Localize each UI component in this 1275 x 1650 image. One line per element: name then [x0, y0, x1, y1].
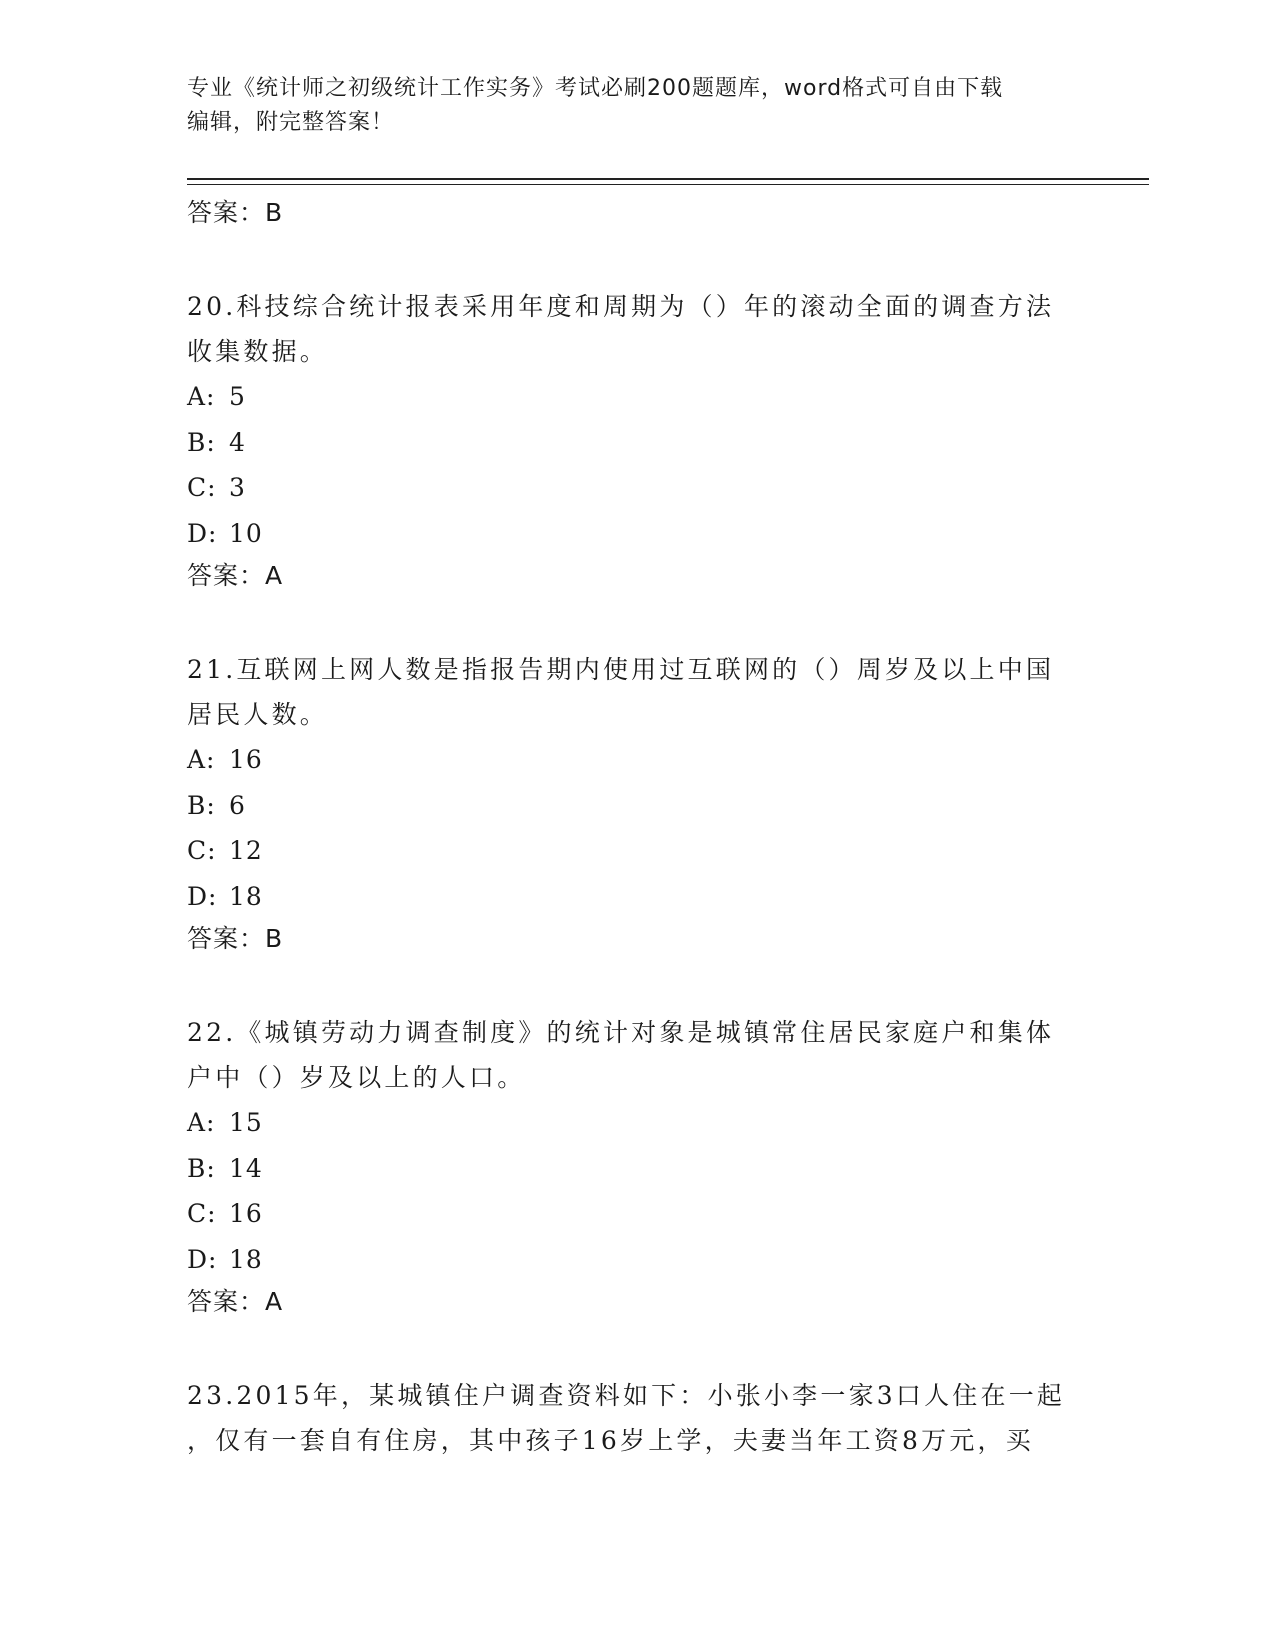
question-stem [187, 1373, 1087, 1463]
option-label: A: [187, 382, 216, 411]
option-label: D: [187, 881, 218, 911]
option-a [187, 737, 1087, 783]
option-value: 18 [229, 1244, 263, 1274]
option-value: 16 [229, 1199, 263, 1228]
option-label: D: [187, 1244, 218, 1274]
option-b [187, 1146, 1087, 1192]
question-item [187, 647, 1087, 956]
question-stem-line: 23.2015年，某城镇住户调查资料如下：小张小李一家3口人住在一起 [187, 1381, 1066, 1410]
option-c [187, 465, 1087, 511]
option-value: 18 [229, 881, 263, 911]
header-rule-thick [187, 178, 1149, 180]
option-value: 12 [229, 836, 263, 865]
option-label: B: [187, 790, 216, 820]
option-label: B: [187, 427, 216, 457]
question-stem [187, 647, 1087, 737]
answer-line: 答案：A [187, 1287, 284, 1316]
question-list [187, 190, 1087, 1463]
option-d [187, 511, 1087, 557]
option-b [187, 783, 1087, 829]
option-label: C: [187, 1199, 217, 1228]
option-label: D: [187, 518, 218, 548]
question-item [187, 284, 1087, 593]
option-d [187, 1237, 1087, 1283]
option-value: 5 [229, 382, 246, 411]
header-line-2: 编辑，附完整答案！ [187, 110, 395, 135]
question-stem-line: 22.《城镇劳动力调查制度》的统计对象是城镇常住居民家庭户和集体 [187, 1018, 1055, 1047]
option-value: 14 [229, 1153, 263, 1183]
answer-line: 答案：A [187, 561, 284, 590]
question-stem-line: 20.科技综合统计报表采用年度和周期为（）年的滚动全面的调查方法 [187, 292, 1055, 321]
question-item [187, 1010, 1087, 1319]
question-stem-line: 收集数据。 [187, 337, 329, 366]
option-value: 16 [229, 745, 263, 774]
header-rule-thin [187, 184, 1149, 185]
document-header [187, 72, 1087, 140]
answer-line: 答案：B [187, 924, 284, 953]
option-label: B: [187, 1153, 216, 1183]
option-label: A: [187, 1108, 216, 1137]
question-item [187, 1373, 1087, 1463]
option-c [187, 1191, 1087, 1237]
question-stem-line: 21.互联网上网人数是指报告期内使用过互联网的（）周岁及以上中国 [187, 655, 1055, 684]
option-value: 3 [229, 473, 246, 502]
option-b [187, 420, 1087, 466]
option-value: 4 [229, 427, 246, 457]
option-a [187, 1100, 1087, 1146]
option-a [187, 374, 1087, 420]
answer-line: 答案：B [187, 198, 284, 227]
header-line-1: 专业《统计师之初级统计工作实务》考试必刷200题题库，word格式可自由下载 [187, 76, 1004, 101]
option-value: 15 [229, 1108, 263, 1137]
question-stem-line: 居民人数。 [187, 700, 329, 729]
option-label: C: [187, 473, 217, 502]
option-label: A: [187, 745, 216, 774]
option-value: 6 [229, 790, 246, 820]
option-d [187, 874, 1087, 920]
option-c [187, 828, 1087, 874]
question-stem [187, 284, 1087, 374]
question-stem [187, 1010, 1087, 1100]
option-value: 10 [229, 518, 263, 548]
question-stem-line: 户中（）岁及以上的人口。 [187, 1063, 526, 1092]
option-label: C: [187, 836, 217, 865]
question-stem-line: ，仅有一套自有住房，其中孩子16岁上学，夫妻当年工资8万元，买 [187, 1426, 1034, 1455]
